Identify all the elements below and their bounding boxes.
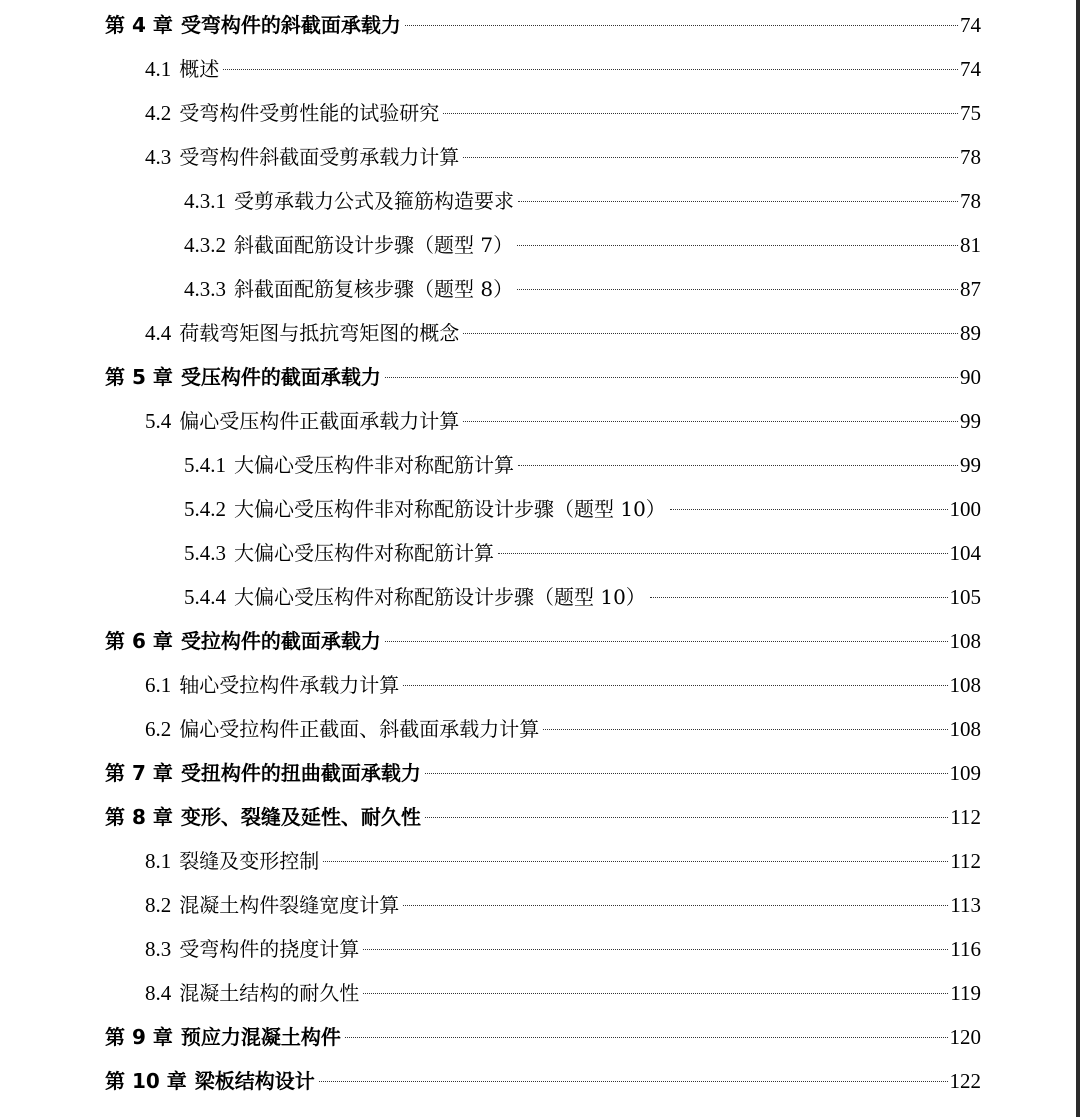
toc-entry-number: 第 8 章 [105, 805, 173, 829]
toc-entry-page: 78 [960, 189, 981, 213]
dot-leader [403, 904, 948, 906]
toc-entry-subsection-5-4-1[interactable] [184, 443, 981, 487]
toc-entry-section-4-1[interactable] [145, 47, 981, 91]
toc-entry-page: 74 [960, 13, 981, 37]
toc-entry-title: 受弯构件斜截面受剪承载力计算 [179, 145, 460, 169]
toc-entry-number: 6.1 [145, 673, 172, 697]
toc-entry-number: 第 5 章 [105, 365, 173, 389]
toc-entry-number: 第 7 章 [105, 761, 173, 785]
dot-leader [319, 1080, 948, 1082]
toc-entry-page: 109 [949, 761, 981, 785]
toc-entry-chapter-5[interactable] [105, 355, 981, 399]
toc-entry-title: 受弯构件的斜截面承载力 [180, 13, 401, 37]
toc-entry-section-8-1[interactable] [145, 839, 981, 883]
toc-entry-title: 混凝土结构的耐久性 [179, 981, 360, 1005]
toc-entry-page: 89 [960, 321, 981, 345]
toc-entry-chapter-6[interactable] [105, 619, 981, 663]
toc-entry-section-4-4[interactable] [145, 311, 981, 355]
dot-leader [345, 1036, 948, 1038]
toc-entry-number: 第 4 章 [105, 13, 173, 37]
dot-leader [463, 420, 958, 422]
toc-entry-number: 4.4 [145, 321, 172, 345]
toc-entry-chapter-4[interactable] [105, 3, 981, 47]
toc-entry-number: 5.4.3 [184, 541, 226, 565]
dot-leader [363, 948, 948, 950]
toc-entry-number: 4.3.1 [184, 189, 226, 213]
toc-entry-title: 受弯构件受剪性能的试验研究 [179, 101, 440, 125]
toc-entry-page: 87 [960, 277, 981, 301]
viewer-edge [1076, 0, 1080, 1117]
toc-entry-number: 5.4.1 [184, 453, 226, 477]
dot-leader [443, 112, 958, 114]
toc-entry-page: 105 [949, 585, 981, 609]
toc-entry-title: 大偏心受压构件对称配筋设计步骤（题型 10） [234, 585, 646, 609]
toc-entry-number: 6.2 [145, 717, 172, 741]
toc-entry-number: 8.2 [145, 893, 172, 917]
toc-entry-page: 113 [950, 893, 981, 917]
toc-entry-page: 104 [949, 541, 981, 565]
toc-entry-title: 受弯构件的挠度计算 [179, 937, 360, 961]
toc-entry-title: 受扭构件的扭曲截面承载力 [180, 761, 421, 785]
dot-leader [425, 816, 948, 818]
toc-entry-page: 75 [960, 101, 981, 125]
toc-entry-page: 119 [950, 981, 981, 1005]
toc-entry-title: 斜截面配筋复核步骤（题型 8） [234, 277, 514, 301]
toc-entry-title: 受剪承载力公式及箍筋构造要求 [234, 189, 514, 213]
dot-leader [517, 288, 958, 290]
toc-entry-number: 5.4.4 [184, 585, 226, 609]
toc-entry-page: 108 [949, 629, 981, 653]
toc-entry-chapter-9[interactable] [105, 1015, 981, 1059]
toc-entry-section-6-1[interactable] [145, 663, 981, 707]
toc-entry-title: 混凝土构件裂缝宽度计算 [179, 893, 400, 917]
toc-entry-section-5-4[interactable] [145, 399, 981, 443]
toc-entry-title: 预应力混凝土构件 [180, 1025, 341, 1049]
toc-entry-title: 裂缝及变形控制 [179, 849, 320, 873]
toc-entry-title: 偏心受压构件正截面承载力计算 [179, 409, 460, 433]
toc-entry-page: 99 [960, 453, 981, 477]
toc-entry-number: 4.2 [145, 101, 172, 125]
toc-entry-section-8-4[interactable] [145, 971, 981, 1015]
toc-entry-chapter-7[interactable] [105, 751, 981, 795]
toc-entry-number: 5.4.2 [184, 497, 226, 521]
dot-leader [463, 332, 958, 334]
toc-entry-page: 122 [949, 1069, 981, 1093]
dot-leader [670, 508, 948, 510]
dot-leader [498, 552, 948, 554]
dot-leader [323, 860, 948, 862]
toc-entry-page: 81 [960, 233, 981, 257]
toc-entry-title: 大偏心受压构件非对称配筋计算 [234, 453, 514, 477]
toc-entry-title: 荷载弯矩图与抵抗弯矩图的概念 [179, 321, 460, 345]
toc-entry-section-8-2[interactable] [145, 883, 981, 927]
toc-entry-number: 5.4 [145, 409, 172, 433]
toc-entry-number: 8.1 [145, 849, 172, 873]
toc-entry-number: 4.3 [145, 145, 172, 169]
dot-leader [425, 772, 948, 774]
dot-leader [405, 24, 958, 26]
toc-entry-subsection-5-4-4[interactable] [184, 575, 981, 619]
dot-leader [363, 992, 948, 994]
toc-entry-title: 变形、裂缝及延性、耐久性 [180, 805, 421, 829]
toc-entry-page: 78 [960, 145, 981, 169]
dot-leader [223, 68, 958, 70]
dot-leader [518, 464, 958, 466]
toc-entry-page: 108 [949, 717, 981, 741]
toc-entry-title: 大偏心受压构件对称配筋计算 [234, 541, 494, 565]
toc-entry-number: 第 9 章 [105, 1025, 173, 1049]
toc-entry-subsection-5-4-2[interactable] [184, 487, 981, 531]
toc-entry-chapter-10[interactable] [105, 1059, 981, 1103]
dot-leader [385, 640, 948, 642]
toc-entry-subsection-4-3-2[interactable] [184, 223, 981, 267]
toc-entry-title: 受压构件的截面承载力 [180, 365, 381, 389]
dot-leader [517, 244, 958, 246]
dot-leader [385, 376, 958, 378]
toc-entry-title: 轴心受拉构件承载力计算 [179, 673, 400, 697]
dot-leader [518, 200, 958, 202]
dot-leader [403, 684, 947, 686]
toc-entry-number: 4.3.3 [184, 277, 226, 301]
toc-entry-page: 90 [960, 365, 981, 389]
toc-entry-number: 4.1 [145, 57, 172, 81]
toc-entry-title: 大偏心受压构件非对称配筋设计步骤（题型 10） [234, 497, 666, 521]
dot-leader [543, 728, 947, 730]
toc-entry-page: 74 [960, 57, 981, 81]
toc-entry-page: 108 [949, 673, 981, 697]
toc-entry-page: 116 [950, 937, 981, 961]
toc-entry-number: 8.4 [145, 981, 172, 1005]
toc-entry-title: 受拉构件的截面承载力 [180, 629, 381, 653]
toc-entry-number: 第 6 章 [105, 629, 173, 653]
toc-entry-title: 偏心受拉构件正截面、斜截面承载力计算 [179, 717, 540, 741]
toc-entry-title: 概述 [179, 57, 220, 81]
dot-leader [463, 156, 958, 158]
toc-entry-number: 第 10 章 [105, 1069, 187, 1093]
toc-entry-subsection-5-4-3[interactable] [184, 531, 981, 575]
toc-entry-section-8-3[interactable] [145, 927, 981, 971]
toc-entry-number: 8.3 [145, 937, 172, 961]
toc-entry-subsection-4-3-3[interactable] [184, 267, 981, 311]
toc-entry-number: 4.3.2 [184, 233, 226, 257]
toc-entry-page: 112 [950, 849, 981, 873]
dot-leader [650, 596, 948, 598]
toc-entry-title: 斜截面配筋设计步骤（题型 7） [234, 233, 514, 257]
toc-entry-section-4-2[interactable] [145, 91, 981, 135]
toc-entry-page: 100 [949, 497, 981, 521]
toc-entry-section-6-2[interactable] [145, 707, 981, 751]
toc-entry-page: 120 [949, 1025, 981, 1049]
toc-entry-page: 99 [960, 409, 981, 433]
toc-entry-chapter-8[interactable] [105, 795, 981, 839]
toc-entry-subsection-4-3-1[interactable] [184, 179, 981, 223]
toc-entry-page: 112 [950, 805, 981, 829]
toc-entry-section-4-3[interactable] [145, 135, 981, 179]
toc-entry-title: 梁板结构设计 [194, 1069, 315, 1093]
